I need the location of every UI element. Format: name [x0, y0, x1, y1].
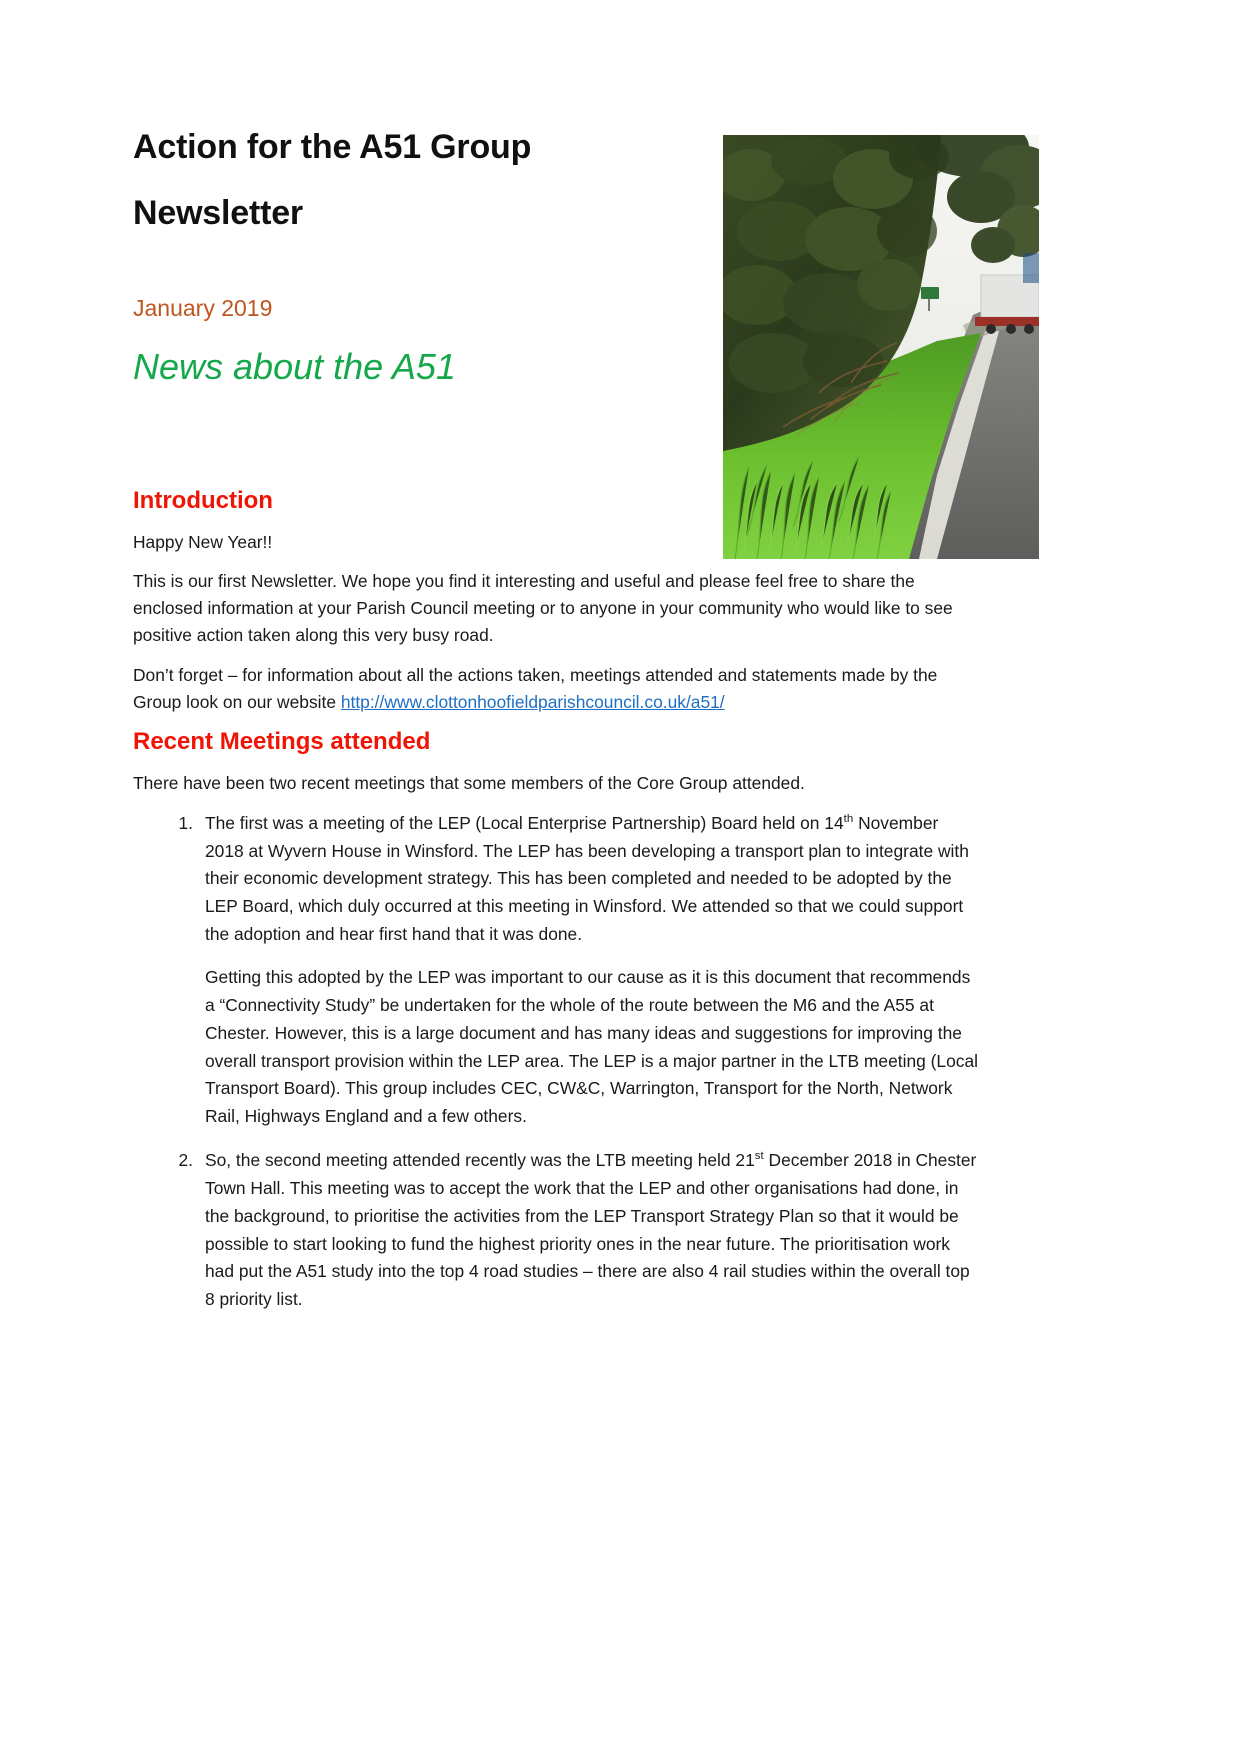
- intro-paragraph: This is our first Newsletter. We hope you find it interesting and useful and please feel free to share the enclosed information at your Parish Council meeting or to anyone in your community who would like to see positive action taken along this very busy road.: [133, 571, 953, 645]
- document-header: [133, 130, 693, 387]
- page-title: [133, 130, 693, 230]
- meeting-1-paragraph-1: The first was a meeting of the LEP (Local Enterprise Partnership) Board held on 14th November 2018 at Wyvern House in Winsford. The LEP has been developing a transport plan to integrate with their economic development strategy. This has been completed and needed to be adopted by the LEP Board, which duly occurred at this meeting in Winsford. We attended so that we could support the adoption and hear first hand that it was done.: [205, 812, 969, 945]
- recent-meetings-intro: There have been two recent meetings that some members of the Core Group attended.: [133, 772, 805, 793]
- meeting-2-paragraph-1: So, the second meeting attended recently was the LTB meeting held 21st December 2018 in Chester Town Hall. This meeting was to accept the work that the LEP and other organisations had done, in the background, to prioritise the activities from the LEP Transport Strategy Plan so that it would be possible to start looking to fund the highest priority ones in the near future. The prioritisation work had put the A51 study into the top 4 road studies – there are also 4 rail studies within the overall top 8 priority list.: [205, 1150, 977, 1310]
- list-item: [205, 1147, 978, 1314]
- document-body: [133, 487, 978, 1330]
- list-item: [205, 810, 978, 1131]
- meeting-1-paragraph-2: Getting this adopted by the LEP was important to our cause as it is this document that recommends a “Connectivity Study” be undertaken for the whole of the route between the M6 and the A55 at Chester. However, this is a large document and has many ideas and suggestions for improving the overall transport provision within the LEP area. The LEP is a major partner in the LTB meeting (Local Transport Board). This group includes CEC, CW&C, Warrington, Transport for the North, Network Rail, Highways England and a few others.: [205, 966, 978, 1127]
- section-heading-introduction: Introduction: [133, 487, 273, 514]
- tagline: News about the A51: [133, 346, 456, 388]
- intro-website-paragraph: [133, 662, 978, 716]
- issue-date: January 2019: [133, 295, 273, 321]
- recent-meetings-list: [133, 810, 978, 1314]
- intro-website-text-before: Don’t forget – for information about all the actions taken, meetings attended and statements made by the Group look on our website: [133, 664, 938, 712]
- document-title-line-1: Action for the A51 Group: [133, 128, 532, 166]
- parish-council-a51-link[interactable]: http://www.clottonhoofieldparishcouncil.co.uk/a51/: [340, 691, 725, 712]
- document-title-line-2: Newsletter: [133, 194, 303, 232]
- intro-greeting: Happy New Year!!: [133, 531, 273, 552]
- section-heading-recent-meetings: Recent Meetings attended: [133, 728, 431, 756]
